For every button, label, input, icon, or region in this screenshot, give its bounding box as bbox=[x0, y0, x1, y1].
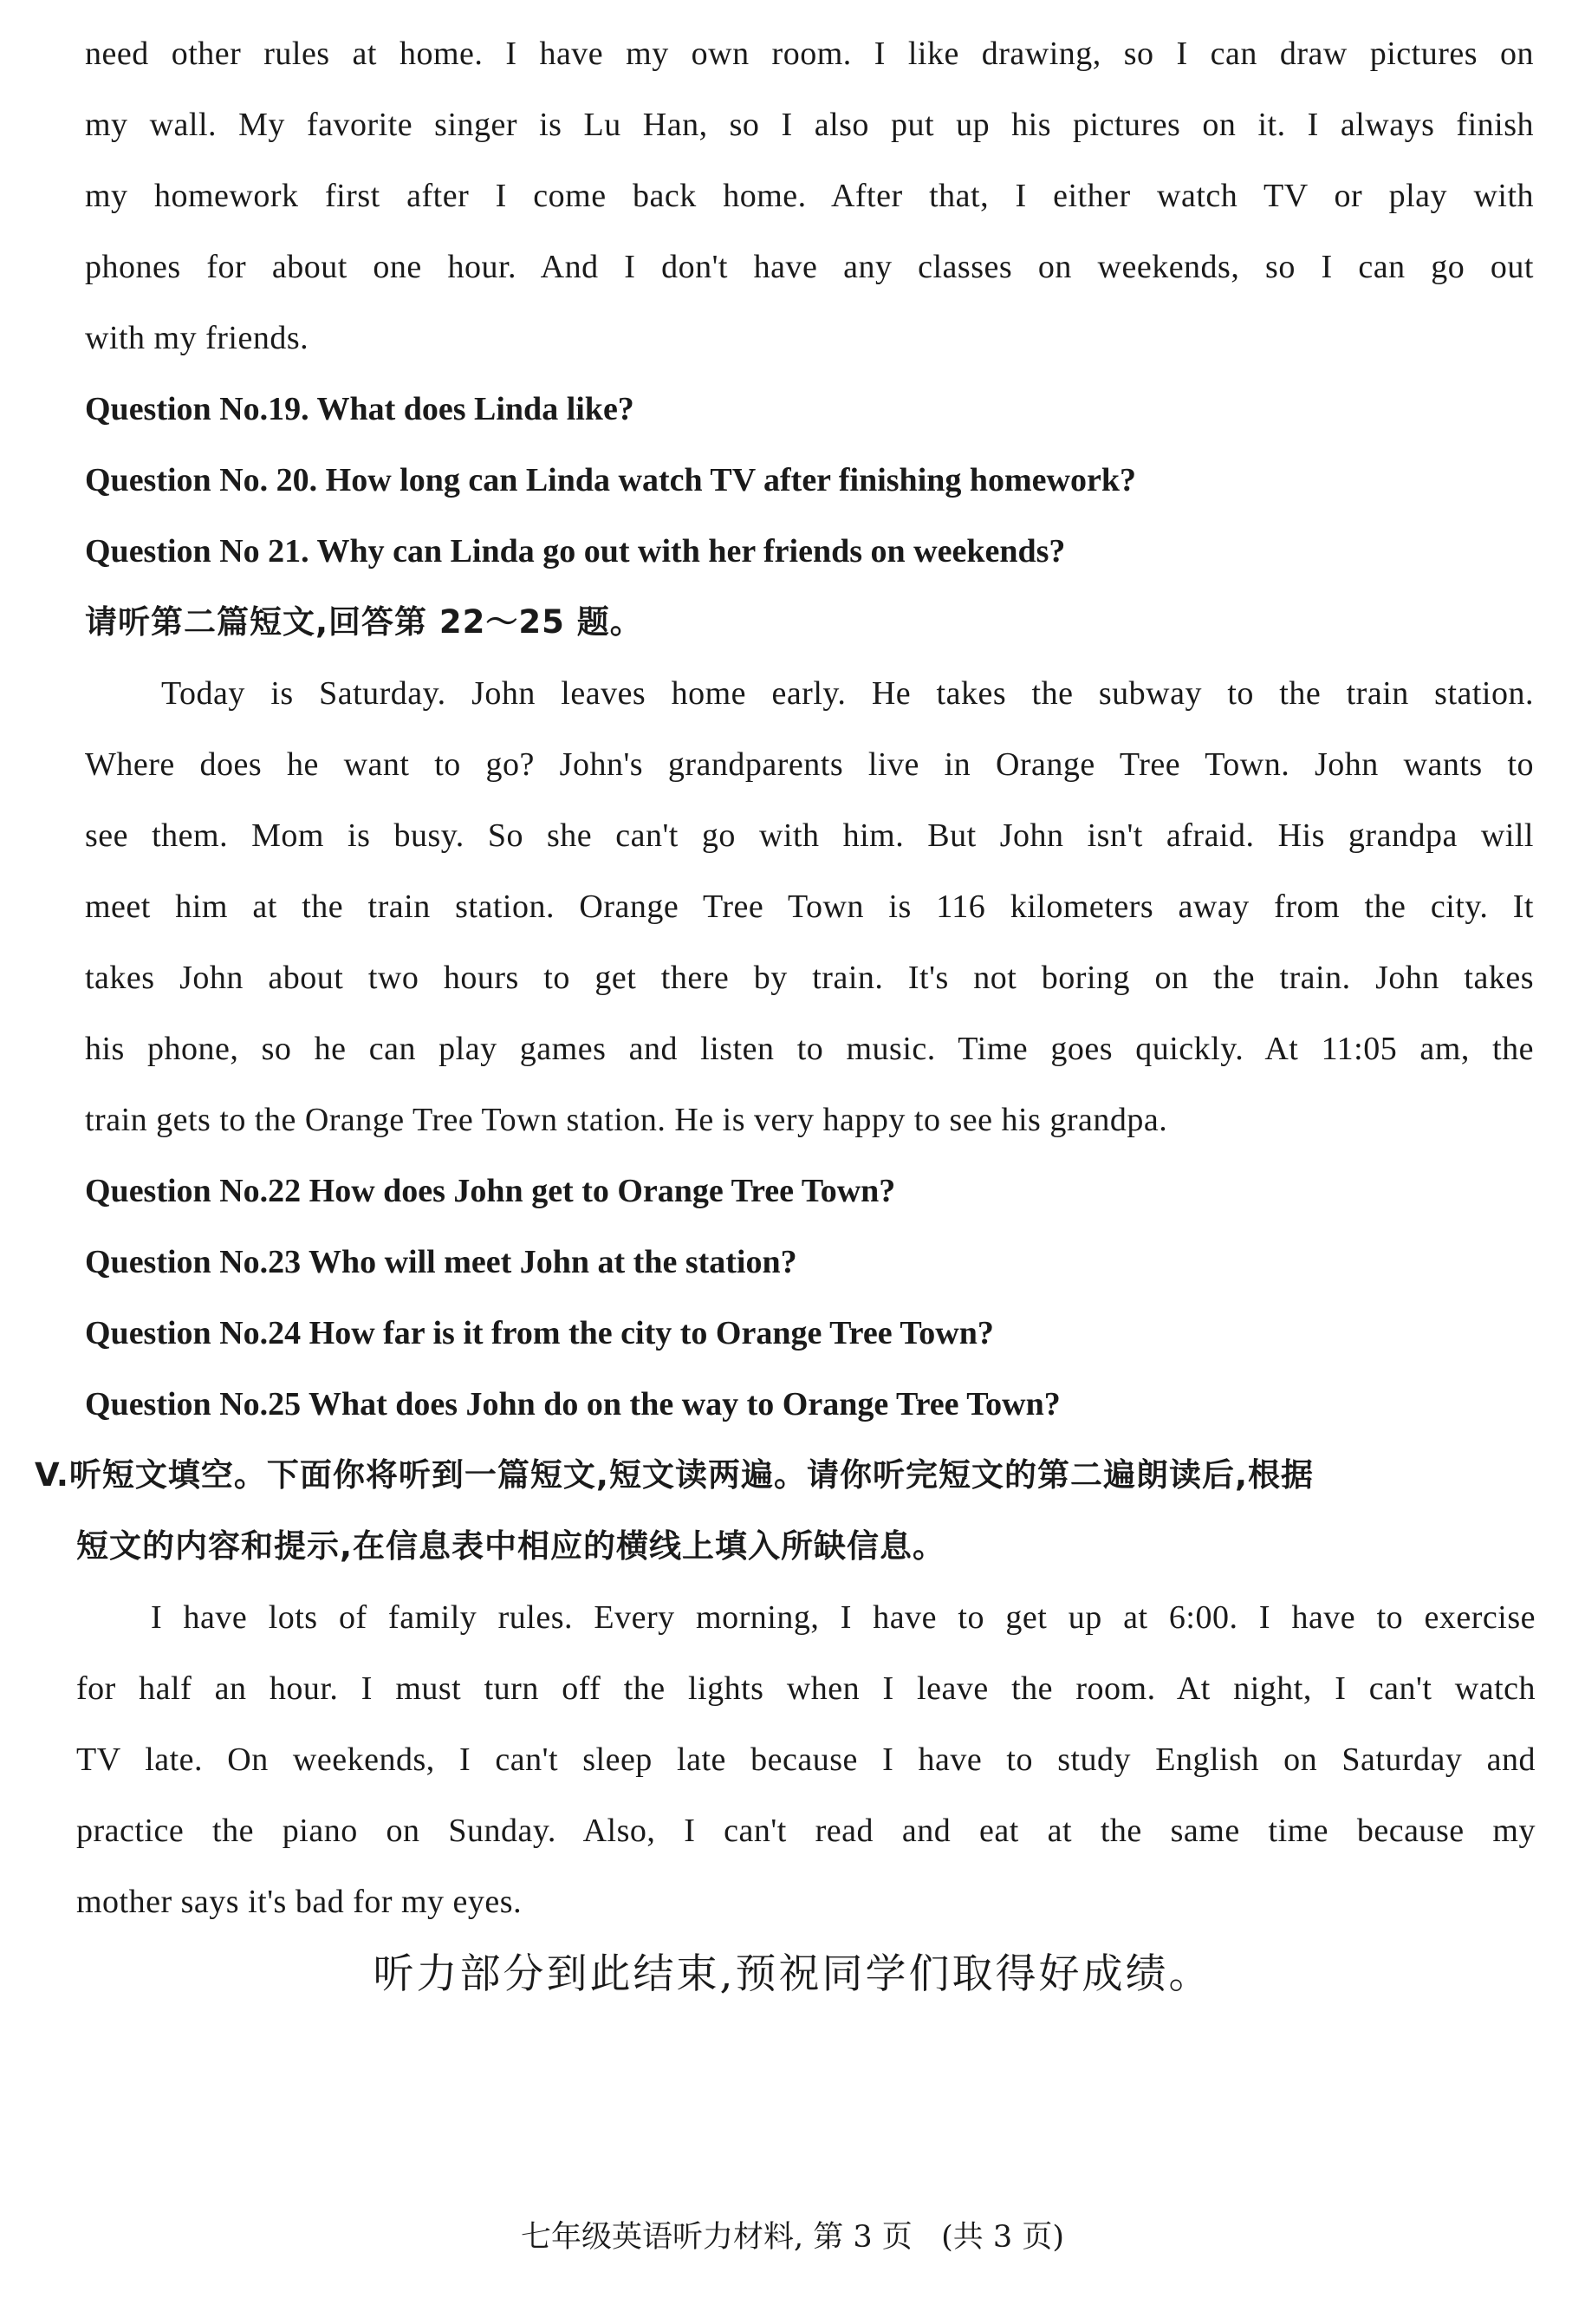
passage2-line-4: meet him at the train station. Orange Tree Town is 116 kilometers away from the city. It bbox=[85, 889, 1534, 925]
question-22: Question No.22 How does John get to Orange Tree Town? bbox=[85, 1173, 896, 1209]
passage2-line-5: takes John about two hours to get there by train. It's not boring on the train. John takes bbox=[85, 960, 1534, 996]
question-25: Question No.25 What does John do on the way to Orange Tree Town? bbox=[85, 1386, 1061, 1422]
passage1-line-4: phones for about one hour. And I don't have any classes on weekends, so I can go out bbox=[85, 249, 1534, 285]
passage2-line-3: see them. Mom is busy. So she can't go with him. But John isn't afraid. His grandpa will bbox=[85, 817, 1534, 854]
passage1-line-3: my homework first after I come back home. After that, I either watch TV or play with bbox=[85, 178, 1534, 214]
passage3-line-3: TV late. On weekends, I can't sleep late because I have to study English on Saturday and bbox=[76, 1741, 1536, 1778]
closing-message: 听力部分到此结束,预祝同学们取得好成绩。 bbox=[373, 1950, 1212, 1998]
passage3-line-1: I have lots of family rules. Every morning, I have to get up at 6:00. I have to exercise bbox=[151, 1599, 1536, 1636]
section-5-heading-cont: 短文的内容和提示,在信息表中相应的横线上填入所缺信息。 bbox=[76, 1527, 946, 1565]
passage1-line-2: my wall. My favorite singer is Lu Han, so I also put up his pictures on it. I always finish bbox=[85, 107, 1534, 143]
question-20: Question No. 20. How long can Linda watch TV after finishing homework? bbox=[85, 462, 1136, 498]
passage2-line-1: Today is Saturday. John leaves home early. He takes the subway to the train station. bbox=[161, 675, 1534, 712]
passage2-line-7: train gets to the Orange Tree Town station. He is very happy to see his grandpa. bbox=[85, 1102, 1168, 1138]
passage2-line-2: Where does he want to go? John's grandparents live in Orange Tree Town. John wants to bbox=[85, 746, 1534, 783]
passage1-line-1: need other rules at home. I have my own room. I like drawing, so I can draw pictures on bbox=[85, 36, 1534, 72]
question-23: Question No.23 Who will meet John at the station? bbox=[85, 1244, 797, 1280]
passage3-line-2: for half an hour. I must turn off the lights when I leave the room. At night, I can't watch bbox=[76, 1670, 1536, 1707]
page-footer: 七年级英语听力材料, 第 3 页 (共 3 页) bbox=[521, 2220, 1064, 2255]
question-24: Question No.24 How far is it from the city to Orange Tree Town? bbox=[85, 1315, 994, 1351]
passage3-line-5: mother says it's bad for my eyes. bbox=[76, 1884, 523, 1920]
passage1-line-5: with my friends. bbox=[85, 320, 309, 356]
passage2-line-6: his phone, so he can play games and listen to music. Time goes quickly. At 11:05 am, the bbox=[85, 1031, 1534, 1067]
section-5-heading: V.听短文填空。下面你将听到一篇短文,短文读两遍。请你听完短文的第二遍朗读后,根据 bbox=[35, 1456, 1315, 1494]
passage3-line-4: practice the piano on Sunday. Also, I can't read and eat at the same time because my bbox=[76, 1813, 1536, 1849]
question-19: Question No.19. What does Linda like? bbox=[85, 391, 634, 427]
question-21: Question No 21. Why can Linda go out with her friends on weekends? bbox=[85, 533, 1066, 570]
passage2-instruction: 请听第二篇短文,回答第 22～25 题。 bbox=[85, 603, 643, 641]
